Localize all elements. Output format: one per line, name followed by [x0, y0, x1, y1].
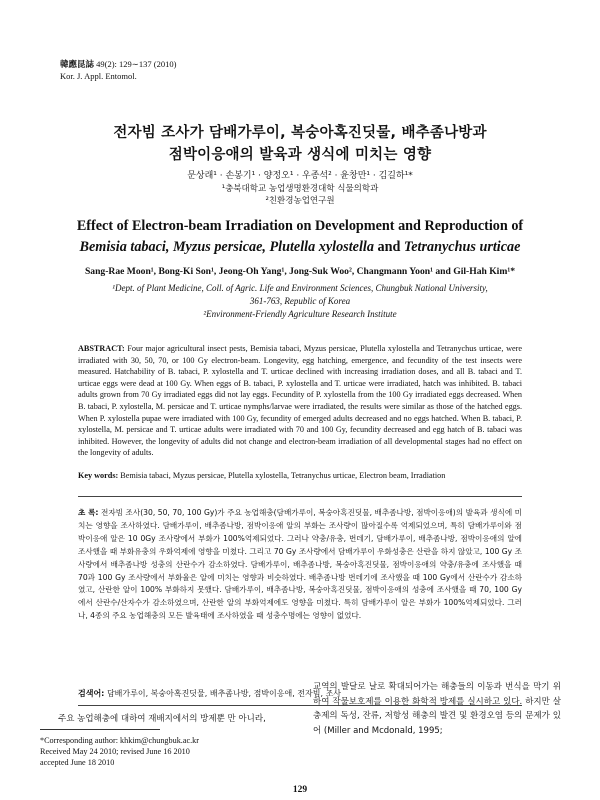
korean-affiliation-2: ²친환경농업연구원: [265, 196, 335, 206]
korean-title-line2: 점박이응애의 발육과 생식에 미치는 영향: [168, 147, 432, 163]
footnote-rule: [40, 729, 160, 730]
korean-author-block: [40, 170, 560, 207]
english-title-last-species: Tetranychus urticae: [403, 239, 521, 255]
korean-abstract-text: 전자빔 조사(30, 50, 70, 100 Gy)가 주요 농업해충(담배가루이, 복숭아혹진딧물, 배추좀나방, 점박이응애)의 발육과 생식에 미치는 영향을 조사하였다. 담배가루이, 배추좀나방, 점박이응애 알의 부화는 조사량이 많아질수록 억제되었으며, 특히 담배가루이와 점박이응애 알은 10 0Gy 조사량에서 부화가 100%억제되었다. 그러나 약충/유충, 번데기, 담배가루이, 배추좀나방, 점박이응애의 알에 조사했을 때 부화유충의 우화억제에 영향을 미쳤다. 그리고 70 Gy 조사량에서 담배가루이 우화성충은 산란을 하지 않았고, 100 Gy 조사량에서 배추좀나방 성충의 산란수가 감소하였다. 담배가루이, 배추좀나방, 복숭아혹진딧물, 점박이응애의 약충/유충에 조사했을 때 70과 100 Gy 조사량에서 부화율은 알에 미치는 영향과 비슷하였다. 배추좀나방 번데기에 조사했을 때 100 Gy에서 산란수가 감소하였고, 산란한 알이 100% 부화하지 못했다. 담배가루이, 배추좀나방, 복숭아혹진딧물, 점박이응애의 성충에 조사했을 때 70, 100 Gy에서 산란수/산자수가 감소하였으며, 산란한 알의 부화억제에도 영향을 미쳤다. 특히 담배가루이 알은 부화가 100%억제되었다. 그러나, 4종의 주요 농업해충의 모든 발육태에 조사하였을 때 성충수명에는 영향이 없었다.: [78, 508, 523, 621]
korean-title: [40, 122, 560, 166]
keywords-text: Bemisia tabaci, Myzus persicae, Plutella xylostella, Tetranychus urticae, Electron beam, Irradiation: [120, 471, 446, 480]
english-abstract: [78, 343, 522, 459]
journal-name-korean: 韓應昆誌: [60, 59, 95, 69]
english-affiliation-1-line1: ¹Dept. of Plant Medicine, Coll. of Agric. Life and Environment Sciences, Chungbuk National University,: [112, 283, 488, 293]
korean-affiliation-1: ¹충북대학교 농업생명환경대학 식물의학과: [221, 184, 379, 194]
abstract-label: ABSTRACT:: [78, 344, 125, 353]
korean-keywords-label: 검색어:: [78, 689, 105, 698]
footnotes: [40, 735, 290, 768]
keywords-label: Key words:: [78, 471, 119, 480]
right-column-text: 교역의 발달로 날로 확대되어가는 해충들의 이동과 번식을 막기 위하여 작물보호제를 이용한 화학적 방제를 실시하고 있다. 하지만 살충제의 독성, 잔류, 저항성 해충의 발견 및 환경오염 등의 문제가 있어 (Miller and Mcdonald, 1995;: [313, 682, 561, 736]
korean-abstract-label: 초 록:: [78, 508, 99, 517]
left-column-body: [40, 713, 290, 726]
volume-pages: 49(2): 129∼137 (2010): [96, 59, 177, 69]
left-column-text: 주요 농업해충에 대하여 재배지에서의 방제뿐 만 아니라,: [58, 714, 266, 724]
english-title-and: and: [377, 239, 401, 255]
english-authors: Sang-Rae Moon¹, Bong-Ki Son¹, Jeong-Oh Yang¹, Jong-Suk Woo², Changmann Yoon¹ and Gil-Hah Kim¹*: [84, 266, 516, 277]
journal-header: [60, 58, 176, 82]
english-affiliations: [70, 282, 530, 321]
korean-authors: 문상래¹ · 손봉기¹ · 양정오¹ · 우종석² · 윤창만¹ · 김길하¹*: [187, 171, 413, 181]
english-affiliation-2: ²Environment-Friendly Agriculture Research Institute: [203, 309, 397, 319]
received-date: Received May 24 2010; revised June 16 2010: [40, 747, 190, 756]
english-title-line1: Effect of Electron-beam Irradiation on Development and Reproduction of: [76, 218, 524, 234]
corresponding-author: *Corresponding author: khkim@chungbuk.ac.kr: [40, 736, 199, 745]
abstract-text: Four major agricultural insect pests, Bemisia tabaci, Myzus persicae, Plutella xylostella and Tetranychus urticae, were irradiated with 30, 50, 70, or 100 Gy electron-beam. Longevity, egg hatching, emergence, and fecundity of the test insects were measured. Hatchability of B. tabaci, P. xylostella and T. urticae declined with increasing irradiation doses, and all B. tabaci and T. urticae eggs were dead at 100 Gy. When eggs of B. tabaci, P. xylostella and T. urticae were irradiated, hatch was inhibited. B. tabaci adults grown from 70 Gy irradiated eggs did not lay eggs. Fecundity of P. xylostella from the 100 Gy irradiated eggs decreased. When B. tabaci, P. xylostella, M. persicae and T. urticae nymphs/larvae were irradiated, the results were similar as those of the hatched eggs. When P. xylostella pupae were irradiated with 100 Gy, fecundity of emerged adults decreased and no eggs hatched. When B. tabaci, P. xylostella, M. persicae and T. urticae adults were irradiated with 70 and 100 Gy, fecundity decreased and egg hatch of B. tabaci was inhibited. However, the longevity of adults did not change and electron-beam irradiation of all developmental stages had no effect on the longevity of adults.: [78, 344, 523, 458]
english-title: [40, 216, 560, 258]
accepted-date: accepted June 18 2010: [40, 758, 115, 767]
korean-abstract: [78, 507, 522, 623]
english-title-species: Bemisia tabaci, Myzus persicae, Plutella xylostella: [79, 239, 374, 255]
journal-name-english: Kor. J. Appl. Entomol.: [60, 71, 137, 81]
korean-keywords-text: 담배가루이, 복숭아혹진딧물, 배추좀나방, 점박이응애, 전자빔, 조사: [106, 689, 342, 698]
english-title-line2: [40, 237, 560, 258]
korean-title-line1: 전자빔 조사가 담배가루이, 복숭아혹진딧물, 배추좀나방과: [113, 125, 487, 141]
english-affiliation-1-line2: 361-763, Republic of Korea: [249, 296, 351, 306]
right-column-body: [313, 680, 561, 738]
section-divider-top: [78, 496, 522, 497]
english-keywords: [78, 470, 522, 482]
page-number: 129: [292, 785, 308, 795]
